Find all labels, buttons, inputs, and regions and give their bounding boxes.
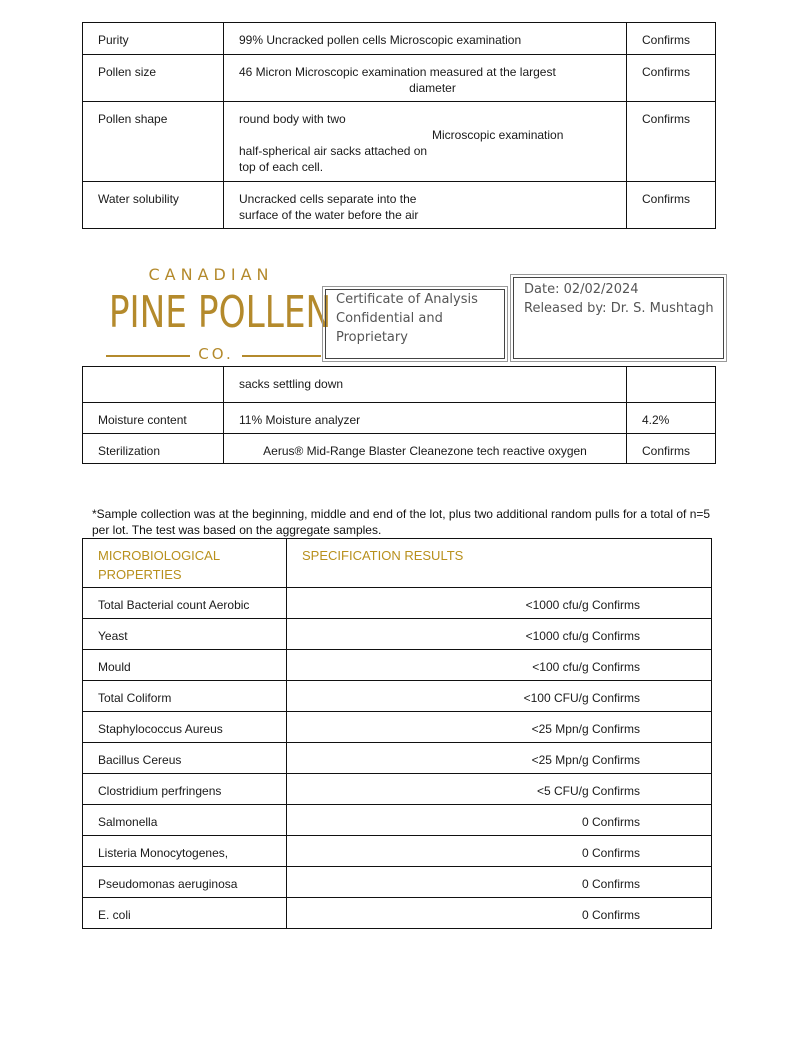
property-cell: Pollen shape (83, 102, 224, 182)
spec-line: surface of the water before the air (239, 208, 419, 222)
spec-line: Microscopic examination (432, 128, 564, 142)
sample-collection-note: *Sample collection was at the beginning, middle and end of the lot, plus two additional random pulls for a total of n=5 per lot. The test was based on the aggregate samples. (92, 507, 711, 537)
table-row (83, 182, 716, 229)
table-header-row (83, 539, 712, 588)
table-row (83, 23, 716, 55)
table-row (83, 588, 712, 619)
result-cell: <100 cfu/g Confirms (287, 650, 712, 681)
result-cell: 0 Confirms (287, 867, 712, 898)
certificate-line: Proprietary (336, 330, 408, 345)
table-row (83, 650, 712, 681)
specification-cell: Aerus® Mid-Range Blaster Cleanezone tech reactive oxygen (224, 434, 627, 464)
property-cell (83, 367, 224, 403)
header-line: PROPERTIES (98, 567, 182, 582)
property-cell: Total Coliform (83, 681, 287, 712)
property-cell: Pseudomonas aeruginosa (83, 867, 287, 898)
property-cell: Pollen size (83, 55, 224, 102)
physical-properties-table-top (82, 22, 716, 229)
result-cell: Confirms (627, 55, 716, 102)
result-cell: <1000 cfu/g Confirms (287, 619, 712, 650)
result-cell: Confirms (627, 434, 716, 464)
result-cell: <25 Mpn/g Confirms (287, 712, 712, 743)
header-specification-results: SPECIFICATION RESULTS (287, 539, 712, 588)
company-logo (100, 262, 332, 363)
release-date: Date: 02/02/2024 (524, 282, 639, 297)
logo-rule-right (242, 355, 321, 357)
table-row (83, 434, 716, 464)
certificate-line: Confidential and (336, 311, 443, 326)
table-row (83, 367, 716, 403)
spec-line: diameter (409, 81, 456, 95)
table-row (83, 55, 716, 102)
property-cell: Purity (83, 23, 224, 55)
logo-text-canadian: CANADIAN (148, 265, 274, 284)
property-cell: Total Bacterial count Aerobic (83, 588, 287, 619)
result-cell (627, 367, 716, 403)
result-cell: Confirms (627, 23, 716, 55)
certificate-box (325, 289, 505, 359)
spec-line: top of each cell. (239, 160, 324, 174)
microbiological-table (82, 538, 712, 929)
table-row (83, 403, 716, 434)
physical-properties-table-bottom (82, 366, 716, 464)
date-box (513, 277, 724, 359)
property-cell: Staphylococcus Aureus (83, 712, 287, 743)
result-cell: 4.2% (627, 403, 716, 434)
property-cell: E. coli (83, 898, 287, 929)
property-cell: Sterilization (83, 434, 224, 464)
result-cell: Confirms (627, 102, 716, 182)
logo-text-pine-pollen: PINE POLLEN (108, 287, 332, 338)
result-cell: Confirms (627, 182, 716, 229)
header-line: MICROBIOLOGICAL (98, 548, 221, 563)
table-row (83, 743, 712, 774)
property-cell: Clostridium perfringens (83, 774, 287, 805)
logo-text-co: CO. (198, 345, 234, 363)
specification-cell (224, 55, 627, 102)
specification-cell (224, 102, 627, 182)
table-row (83, 867, 712, 898)
table-row (83, 805, 712, 836)
table-row (83, 681, 712, 712)
result-cell: <5 CFU/g Confirms (287, 774, 712, 805)
logo-rule-left (106, 355, 190, 357)
result-cell: <25 Mpn/g Confirms (287, 743, 712, 774)
result-cell: 0 Confirms (287, 898, 712, 929)
result-cell: <100 CFU/g Confirms (287, 681, 712, 712)
property-cell: Bacillus Cereus (83, 743, 287, 774)
header-microbiological-properties (83, 539, 287, 588)
spec-line: 46 Micron Microscopic examination measured at the largest (239, 65, 556, 79)
spec-line: round body with two (239, 112, 346, 126)
specification-cell: 99% Uncracked pollen cells Microscopic examination (224, 23, 627, 55)
property-cell: Mould (83, 650, 287, 681)
property-cell: Yeast (83, 619, 287, 650)
certificate-line: Certificate of Analysis (336, 292, 478, 307)
table-row (83, 102, 716, 182)
table-row (83, 774, 712, 805)
specification-cell (224, 182, 627, 229)
property-cell: Salmonella (83, 805, 287, 836)
table-row (83, 619, 712, 650)
spec-line: Uncracked cells separate into the (239, 192, 417, 206)
table-row (83, 712, 712, 743)
table-row (83, 836, 712, 867)
spec-line: half-spherical air sacks attached on (239, 144, 428, 158)
property-cell: Listeria Monocytogenes, (83, 836, 287, 867)
specification-cell: 11% Moisture analyzer (224, 403, 627, 434)
property-cell: Moisture content (83, 403, 224, 434)
released-by: Released by: Dr. S. Mushtagh (524, 301, 714, 316)
property-cell: Water solubility (83, 182, 224, 229)
table-row (83, 898, 712, 929)
result-cell: 0 Confirms (287, 836, 712, 867)
specification-cell: sacks settling down (224, 367, 627, 403)
result-cell: <1000 cfu/g Confirms (287, 588, 712, 619)
result-cell: 0 Confirms (287, 805, 712, 836)
